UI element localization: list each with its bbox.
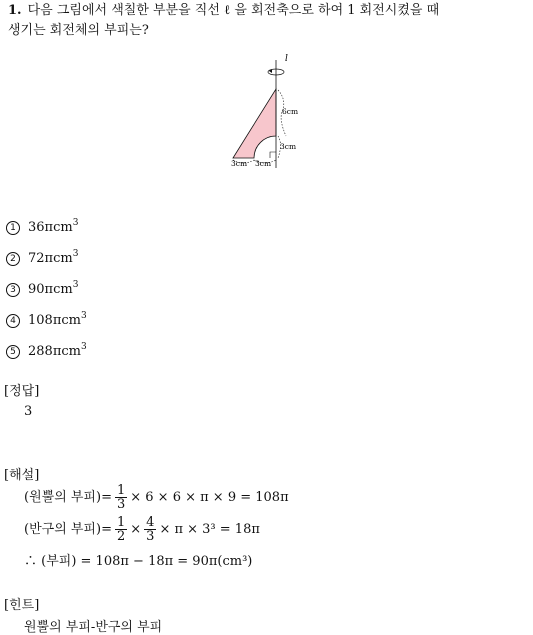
question-number: 1. (8, 3, 22, 18)
option-value: 288πcm (28, 344, 81, 359)
question-text-1: 다음 그림에서 색칠한 부분을 직선 ℓ 을 회전축으로 하여 1 회전시켰을 때 (27, 3, 440, 18)
option-exponent: 3 (72, 280, 79, 290)
option-3[interactable] (6, 280, 78, 297)
hint-text: 원뿔의 부피-반구의 부피 (24, 620, 163, 635)
option-value: 36πcm (28, 220, 73, 235)
explanation-line-3: ∴ (부피) = 108π − 18π = 90π(cm³) (24, 554, 253, 569)
fraction-four-thirds: $\frac{4}{3}$ (146, 515, 155, 544)
rotation-figure (225, 52, 305, 170)
option-mark: 5 (6, 345, 20, 359)
hint-heading: [힌트] (4, 598, 40, 613)
option-exponent: 3 (80, 311, 87, 321)
cone-volume-label: (원뿔의 부피)= (24, 490, 112, 505)
question-line-1 (8, 2, 439, 20)
option-exponent: 3 (72, 249, 79, 259)
right-angle-mark (270, 152, 276, 158)
shaded-region (233, 89, 276, 158)
option-value: 108πcm (28, 313, 81, 328)
label-3cm-bottom-left: 3cm (231, 159, 248, 168)
label-3cm-bottom-right: 3cm (255, 159, 272, 168)
times-sign: × (130, 522, 142, 537)
hemisphere-volume-label: (반구의 부피)= (24, 522, 112, 537)
fraction-one-half: $\frac{1}{2}$ (116, 515, 126, 544)
option-mark: 3 (6, 283, 20, 297)
label-3cm-right: 3cm (280, 142, 297, 151)
option-value: 90πcm (28, 282, 73, 297)
option-1[interactable] (6, 218, 78, 235)
cone-volume-rest: × 6 × 6 × π × 9 = 108π (130, 490, 289, 505)
answer-value: 3 (24, 404, 33, 419)
question-line-2: 생기는 회전체의 부피는? (8, 23, 149, 38)
option-mark: 1 (6, 221, 20, 235)
option-exponent: 3 (72, 218, 79, 228)
axis-label: l (285, 54, 288, 64)
option-2[interactable] (6, 249, 78, 266)
explanation-line-1 (24, 484, 289, 511)
option-value: 72πcm (28, 251, 73, 266)
option-mark: 2 (6, 252, 20, 266)
fraction-one-third: $\frac{1}{3}$ (116, 483, 126, 512)
explanation-heading: [해설] (4, 468, 40, 483)
explanation-line-2 (24, 516, 260, 543)
label-6cm: 6cm (282, 107, 299, 116)
hemisphere-volume-rest: × π × 3³ = 18π (159, 522, 260, 537)
option-exponent: 3 (80, 342, 87, 352)
answer-heading: [정답] (4, 384, 40, 399)
option-mark: 4 (6, 314, 20, 328)
option-4[interactable] (6, 311, 87, 328)
option-5[interactable] (6, 342, 87, 359)
